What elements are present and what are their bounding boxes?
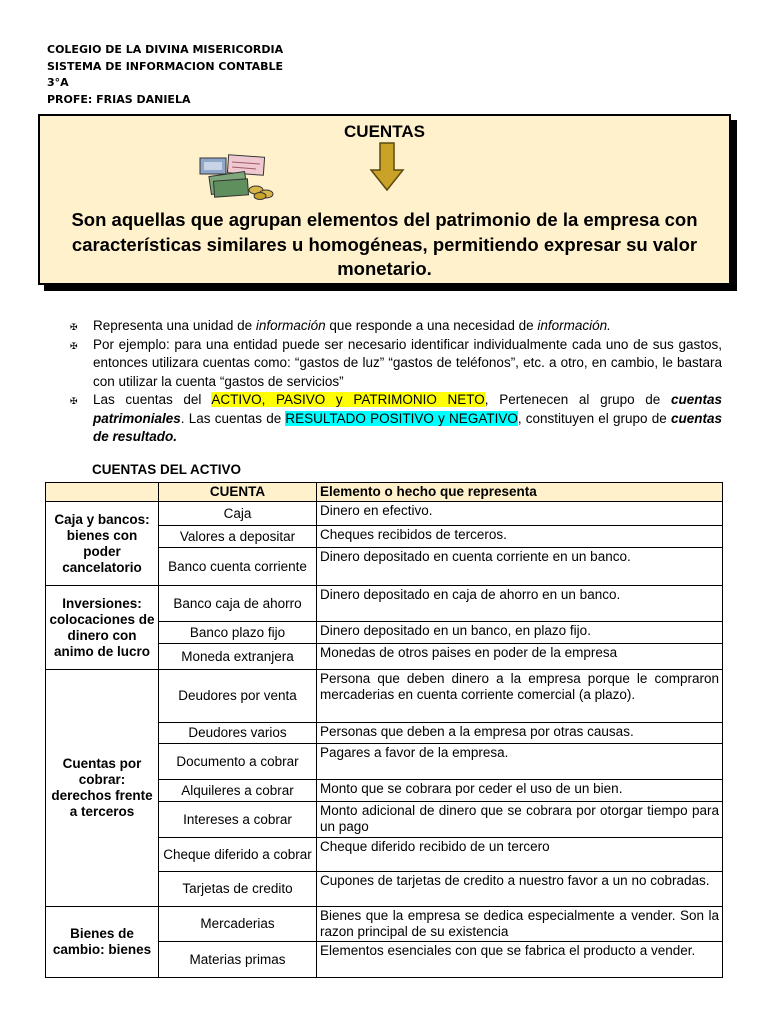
- cuenta-cell: Deudores varios: [159, 723, 317, 744]
- money-clipart-icon: [198, 152, 278, 202]
- definition-box: [38, 114, 731, 285]
- desc-cell: Pagares a favor de la empresa.: [317, 744, 723, 780]
- table-row: [46, 670, 723, 723]
- highlight-resultado: RESULTADO POSITIVO y NEGATIVO: [285, 410, 518, 426]
- bullet-list: [70, 317, 722, 447]
- group-bienes-cambio: Bienes de cambio: bienes: [46, 907, 159, 978]
- desc-cell: Bienes que la empresa se dedica especialmente a vender. Son la razon principal de su existencia: [317, 907, 723, 942]
- cuenta-cell: Banco caja de ahorro: [159, 586, 317, 622]
- group-inversiones: Inversiones: colocaciones de dinero con animo de lucro: [46, 586, 159, 670]
- table-row: [46, 907, 723, 942]
- desc-cell: Persona que deben dinero a la empresa porque le compraron mercaderias en cuenta corriente comercial (a plazo).: [317, 670, 723, 723]
- cuenta-cell: Cheque diferido a cobrar: [159, 838, 317, 872]
- table-header: [46, 483, 723, 502]
- cuenta-cell: Banco plazo fijo: [159, 622, 317, 644]
- down-arrow-icon: [369, 142, 405, 192]
- subject-name: SISTEMA DE INFORMACION CONTABLE: [47, 59, 284, 73]
- table-row: [46, 586, 723, 622]
- desc-cell: Dinero depositado en un banco, en plazo fijo.: [317, 622, 723, 644]
- cuenta-cell: Alquileres a cobrar: [159, 780, 317, 802]
- bullet-item-2: ✠ Por ejemplo: para una entidad puede ser necesario identificar individualmente cada uno de sus gastos, entonces utilizara cuentas como: “gastos de luz” “gastos de teléfonos”, etc. a otro, en cambio, le bastara con utilizar la cuenta “gastos de servicios”: [70, 336, 722, 389]
- school-header: [47, 42, 283, 108]
- teacher-name: PROFE: FRIAS DANIELA: [47, 92, 191, 106]
- desc-cell: Monto adicional de dinero que se cobrara por otorgar tiempo para un pago: [317, 802, 723, 838]
- desc-cell: Cheque diferido recibido de un tercero: [317, 838, 723, 872]
- cuenta-cell: Moneda extranjera: [159, 644, 317, 670]
- desc-cell: Monto que se cobrara por ceder el uso de un bien.: [317, 780, 723, 802]
- cuenta-cell: Mercaderias: [159, 907, 317, 942]
- definition-text: Son aquellas que agrupan elementos del patrimonio de la empresa con características similares u homogéneas, permitiendo expresar su valor monetario.: [71, 209, 698, 279]
- desc-cell: Dinero en efectivo.: [317, 502, 723, 526]
- table-row: [46, 502, 723, 526]
- cuenta-cell: Deudores por venta: [159, 670, 317, 723]
- accounts-table: [45, 482, 723, 978]
- highlight-patrimoniales: ACTIVO, PASIVO y PATRIMONIO NETO: [211, 392, 485, 407]
- header-cuenta: CUENTA: [159, 483, 317, 502]
- cuenta-cell: Tarjetas de credito: [159, 872, 317, 907]
- desc-cell: Dinero depositado en cuenta corriente en un banco.: [317, 548, 723, 586]
- bullet-icon: ✠: [70, 340, 78, 351]
- section-title: CUENTAS DEL ACTIVO: [92, 462, 242, 477]
- cuenta-cell: Valores a depositar: [159, 526, 317, 548]
- cuenta-cell: Banco cuenta corriente: [159, 548, 317, 586]
- bullet-item-1: ✠ Representa una unidad de información que responde a una necesidad de información.: [70, 317, 722, 336]
- header-elemento: Elemento o hecho que representa: [317, 483, 723, 502]
- school-name: COLEGIO DE LA DIVINA MISERICORDIA: [47, 43, 284, 56]
- desc-cell: Cheques recibidos de terceros.: [317, 526, 723, 548]
- header-empty-cell: [46, 483, 159, 502]
- box-title: CUENTAS: [344, 122, 425, 141]
- cuenta-cell: Intereses a cobrar: [159, 802, 317, 838]
- desc-cell: Personas que deben a la empresa por otras causas.: [317, 723, 723, 744]
- course-name: 3°A: [47, 76, 69, 89]
- bullet-item-3: ✠ Las cuentas del ACTIVO, PASIVO y PATRIMONIO NETO, Pertenecen al grupo de cuentas patrimoniales. Las cuentas de RESULTADO POSITIVO y NEGATIVO, constituyen el grupo de cuentas de resultado.: [70, 392, 722, 444]
- desc-cell: Elementos esenciales con que se fabrica el producto a vender.: [317, 942, 723, 978]
- desc-cell: Cupones de tarjetas de credito a nuestro favor a un no cobradas.: [317, 872, 723, 907]
- group-caja-bancos: Caja y bancos: bienes con poder cancelatorio: [46, 502, 159, 586]
- cuenta-cell: Caja: [159, 502, 317, 526]
- bullet-icon: ✠: [70, 396, 78, 406]
- bullet-icon: ✠: [70, 322, 78, 332]
- desc-cell: Monedas de otros paises en poder de la empresa: [317, 644, 723, 670]
- cuenta-cell: Documento a cobrar: [159, 744, 317, 780]
- cuenta-cell: Materias primas: [159, 942, 317, 978]
- desc-cell: Dinero depositado en caja de ahorro en un banco.: [317, 586, 723, 622]
- group-cuentas-cobrar: Cuentas por cobrar: derechos frente a terceros: [46, 670, 159, 907]
